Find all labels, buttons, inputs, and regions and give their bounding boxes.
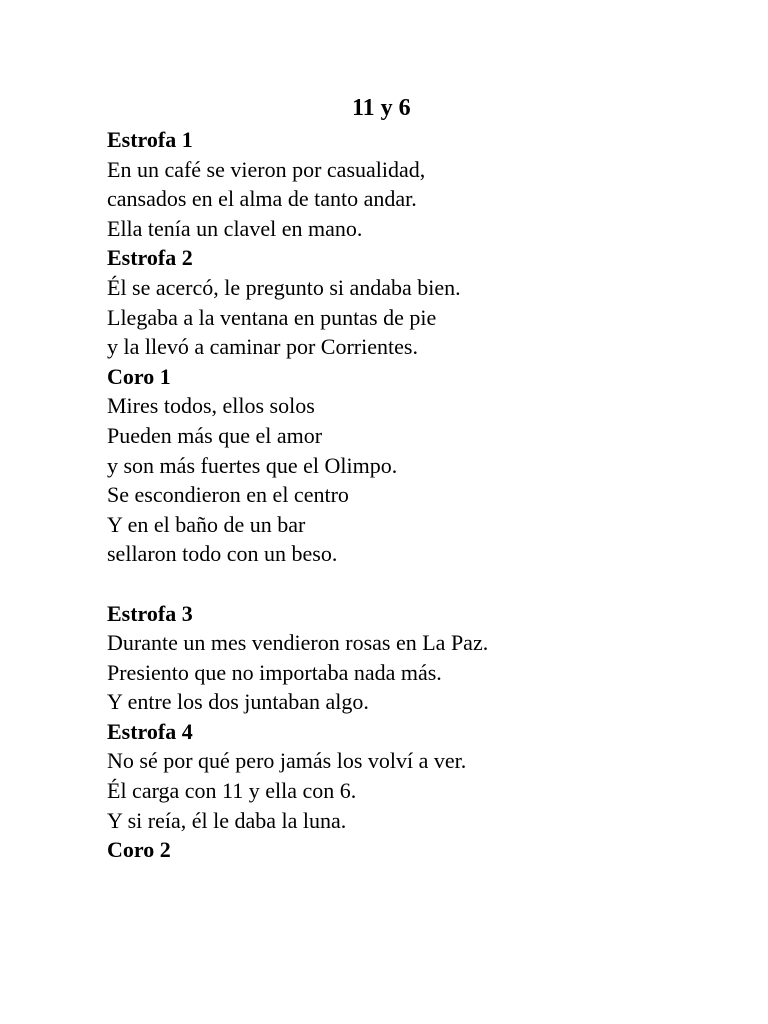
lyric-line: Y entre los dos juntaban algo. bbox=[107, 689, 369, 715]
lyric-line: Llegaba a la ventana en puntas de pie bbox=[107, 304, 437, 330]
section-heading: Estrofa 2 bbox=[107, 245, 193, 271]
section-heading: Estrofa 4 bbox=[107, 718, 193, 744]
lyrics-body bbox=[107, 125, 707, 865]
lyric-line: Durante un mes vendieron rosas en La Paz. bbox=[107, 630, 489, 656]
blank-line bbox=[107, 569, 707, 599]
lyric-line: Mires todos, ellos solos bbox=[107, 393, 315, 419]
lyric-line: cansados en el alma de tanto andar. bbox=[107, 186, 417, 212]
lyric-line: Ella tenía un clavel en mano. bbox=[107, 215, 363, 241]
section-heading: Estrofa 3 bbox=[107, 600, 193, 626]
lyric-line: Y si reía, él le daba la luna. bbox=[107, 807, 347, 833]
section-heading: Estrofa 1 bbox=[107, 127, 193, 152]
lyric-line: Presiento que no importaba nada más. bbox=[107, 659, 442, 685]
lyric-line: y son más fuertes que el Olimpo. bbox=[107, 452, 398, 478]
section-estrofa-4 bbox=[107, 717, 707, 835]
section-coro-2 bbox=[107, 835, 707, 865]
song-title: 11 y 6 bbox=[352, 95, 411, 121]
lyric-line: Pueden más que el amor bbox=[107, 422, 323, 448]
section-coro-1 bbox=[107, 362, 707, 569]
section-estrofa-3 bbox=[107, 599, 707, 717]
lyric-line: y la llevó a caminar por Corrientes. bbox=[107, 334, 418, 360]
section-heading: Coro 2 bbox=[107, 837, 171, 863]
lyric-line: En un café se vieron por casualidad, bbox=[107, 156, 426, 182]
section-heading: Coro 1 bbox=[107, 363, 171, 389]
lyric-line: Él carga con 11 y ella con 6. bbox=[107, 778, 357, 804]
lyric-line: Él se acercó, le pregunto si andaba bien. bbox=[107, 274, 461, 300]
lyric-line: sellaron todo con un beso. bbox=[107, 541, 338, 567]
section-estrofa-2 bbox=[107, 243, 707, 361]
lyric-line: Se escondieron en el centro bbox=[107, 482, 349, 508]
section-estrofa-1 bbox=[107, 125, 707, 243]
lyric-line: No sé por qué pero jamás los volví a ver. bbox=[107, 748, 467, 774]
lyric-line: Y en el baño de un bar bbox=[107, 511, 306, 537]
